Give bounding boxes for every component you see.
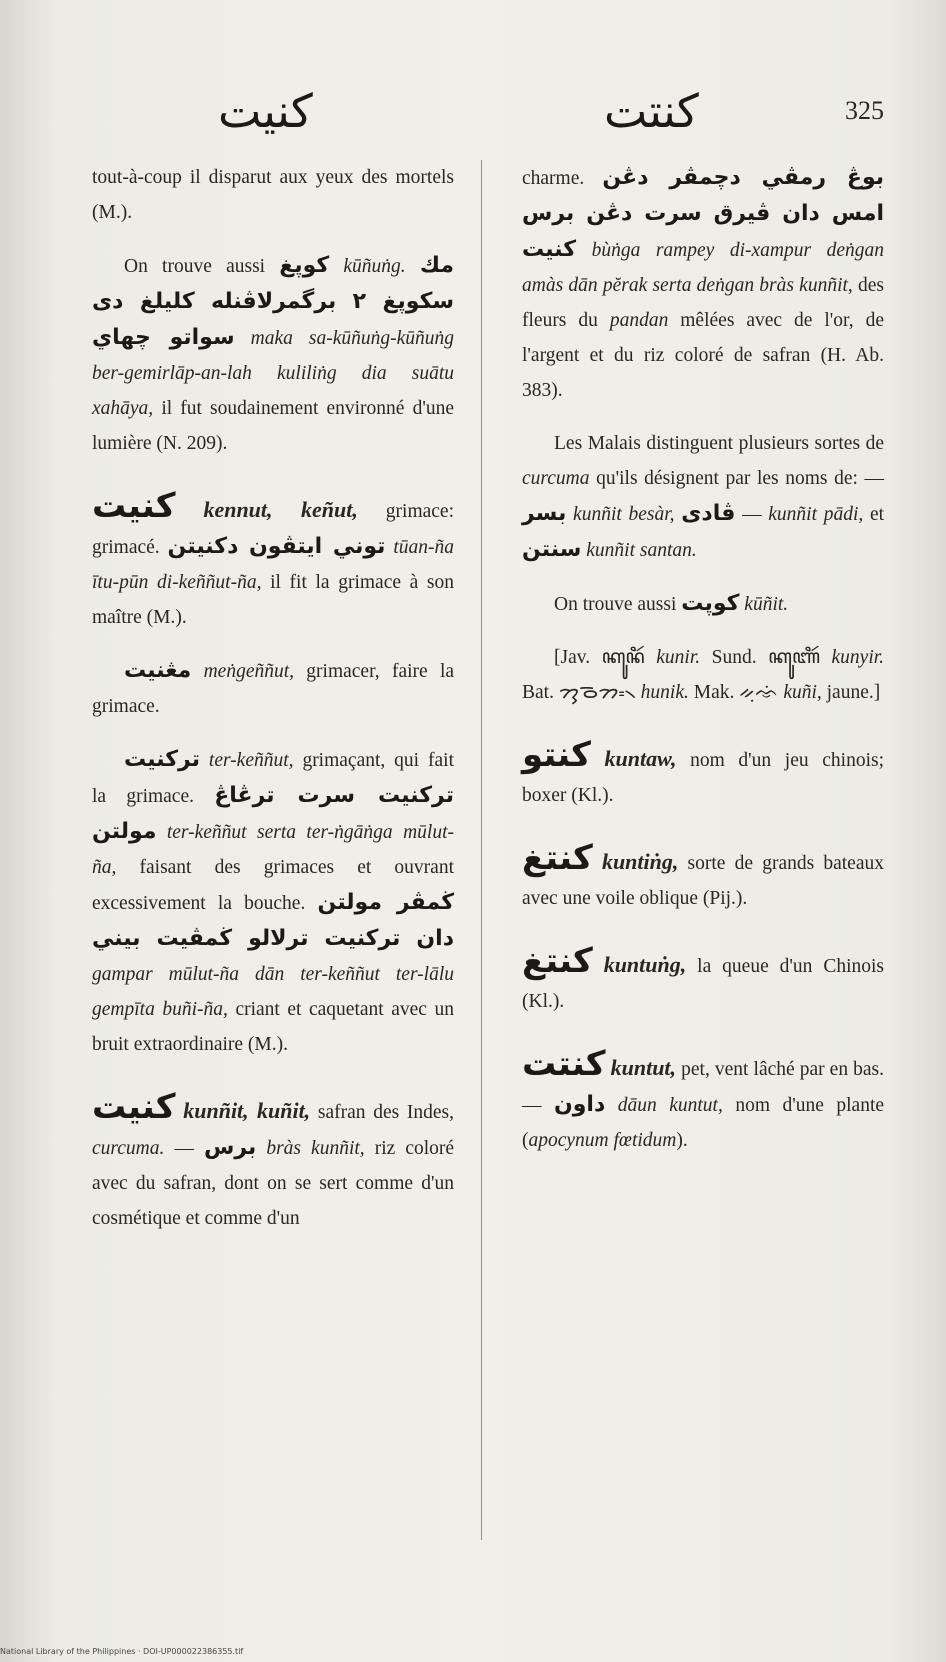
text: grimacer, faire la grimace. <box>92 661 455 717</box>
text: sorte de grands bateaux avec une voile oblique (Pij.). <box>522 853 884 909</box>
dictionary-entry <box>92 486 455 635</box>
etymology-note <box>522 640 884 710</box>
transliteration: apocynum fœtidum <box>528 1130 677 1151</box>
transliteration: curcuma. <box>92 1138 165 1159</box>
arabic-word: مڠنيت <box>124 658 192 683</box>
transliteration: curcuma <box>522 468 590 489</box>
batak-script: ᯂᯮᯉᯫᯂ᯲ <box>558 682 636 703</box>
sundanese-script: ꦏꦸꦚꦶꦂ <box>768 647 821 668</box>
transliteration: tūan-ña ītu-pūn di-keññut-ña, <box>92 537 454 593</box>
transliteration: kunyir. <box>831 647 885 668</box>
text: tout-à-coup il disparut aux yeux des mortels (M.). <box>92 167 454 223</box>
arabic-phrase: توني ايتڤون دكنيتن <box>167 534 386 559</box>
transliteration: pandan <box>609 310 669 331</box>
entry-arabic: كنتت <box>522 1044 606 1084</box>
entry-arabic: كنتغ <box>522 838 593 878</box>
text: Les Malais distinguent plusieurs sortes de <box>554 433 884 454</box>
text: [Jav. <box>554 647 591 668</box>
transliteration: kuñi, <box>783 682 822 703</box>
text: Sund. <box>711 647 757 668</box>
text: qu'ils désignent par les noms de: — <box>596 468 885 489</box>
right-column <box>522 160 884 1176</box>
arabic-word: سنتن <box>522 537 582 562</box>
arabic-word: ڤادى <box>681 501 736 526</box>
transliteration: kunñit santan. <box>586 540 697 561</box>
entry-arabic: كنتو <box>522 735 591 775</box>
arabic-phrase: تركنيت سرت ترڠاڠ مولتن <box>92 783 454 844</box>
arabic-phrase: ڬمڤر مولتن دان تركنيت ترلالو ڬمڤيت بيني <box>92 890 454 951</box>
text: il fut soudainement environné d'une lumière (N. 209). <box>92 398 454 454</box>
transliteration: hunik. <box>640 682 689 703</box>
transliteration: kunñit pādi, <box>768 504 864 525</box>
text: la queue d'un Chinois (Kl.). <box>522 956 885 1012</box>
dictionary-entry <box>522 735 884 813</box>
arabic-phrase: مك سكوپغ ٢ برگمرلاڤنله كليلغ دى سواتو چهاي <box>92 253 455 350</box>
text: riz coloré avec du safran, dont on se sert comme d'un cosmétique et comme d'un <box>92 1138 455 1229</box>
text: Mak. <box>693 682 735 703</box>
entry-headword: kuntaw, <box>604 746 677 771</box>
entry-arabic: كنيت <box>92 486 176 526</box>
text: charme. <box>522 168 585 189</box>
sub-entry <box>92 742 454 1062</box>
transliteration: bràs kunñit, <box>266 1138 365 1159</box>
text: safran des Indes, <box>317 1102 455 1123</box>
text: des fleurs du <box>522 275 884 331</box>
dictionary-entry <box>92 1087 455 1236</box>
right-header-arabic: كنتت <box>604 84 699 138</box>
arabic-word: تركنيت <box>124 747 200 772</box>
sub-entry <box>92 653 454 724</box>
arabic-word: كوپت <box>681 591 740 616</box>
column-divider <box>481 160 482 1540</box>
arabic-phrase: بوڠ رمڤي دچمڤر دڠن امس دان ڤيرق سرت دڠن برس كنيت <box>522 165 885 262</box>
entry-arabic: كنيت <box>92 1087 176 1127</box>
text: jaune.] <box>826 682 881 703</box>
entry-headword: kuntiṅg, <box>601 849 679 874</box>
text: On trouve aussi <box>554 594 677 615</box>
text: mêlées avec de l'or, de l'argent et du riz coloré de safran (H. Ab. 383). <box>522 310 885 401</box>
entry-headword: kuntut, <box>610 1055 677 1080</box>
transliteration: kunir. <box>656 647 701 668</box>
transliteration: kūñuṅg. <box>343 256 406 277</box>
transliteration: maka sa-kūñuṅg-kūñuṅg ber-gemirlāp-an-lah kuliliṅg dia suātu xahāya, <box>92 328 455 419</box>
entry-headword: kennut, keñut, <box>203 497 358 522</box>
paragraph <box>522 160 884 408</box>
dictionary-entry <box>522 838 884 916</box>
arabic-word: برس <box>203 1135 257 1160</box>
arabic-word: کوپغ <box>279 253 330 278</box>
text: il fit la grimace à son maître (M.). <box>92 572 454 628</box>
transliteration: kūñit. <box>744 594 789 615</box>
javanese-script: ꦏꦸꦤꦶꦂ <box>601 647 645 668</box>
transliteration: ter-keññut, <box>208 750 294 771</box>
transliteration: bùṅga rampey di-xampur deṅgan amàs dān pĕrak serta deṅgan bràs kunñit, <box>522 240 885 296</box>
entry-headword: kuntuṅg, <box>603 952 687 977</box>
text: grimace: grimacé. <box>92 501 455 558</box>
transliteration: meṅgeññut, <box>203 661 295 682</box>
text: faisant des grimaces et ouvrant excessivement la bouche. <box>92 857 454 914</box>
text: Bat. <box>522 682 554 703</box>
paragraph <box>522 586 884 622</box>
left-column <box>92 160 454 1254</box>
transliteration: kunñit besàr, <box>573 504 675 525</box>
dictionary-entry <box>522 941 885 1019</box>
makassarese-script: ᨀᨘᨎᨗ <box>739 682 779 703</box>
entry-arabic: كنتغ <box>522 941 593 981</box>
scan-footer: National Library of the Philippines · DOI-UP000022386355.tif <box>0 1647 244 1656</box>
arabic-word: داون <box>553 1092 606 1117</box>
paragraph <box>92 248 454 461</box>
dash: — <box>174 1138 194 1159</box>
paragraph <box>92 160 454 230</box>
text: criant et caquetant avec un bruit extraordinaire (M.). <box>92 999 455 1055</box>
transliteration: dāun kuntut, <box>617 1095 723 1116</box>
text: et <box>869 504 885 525</box>
dictionary-entry <box>522 1044 885 1158</box>
text: pet, vent lâché par en bas. — <box>522 1059 885 1116</box>
text: ). <box>676 1130 688 1151</box>
transliteration: ter-keññut serta ter-ṅgāṅga mūlut-ña, <box>92 822 454 878</box>
text: nom d'un jeu chinois; boxer (Kl.). <box>522 750 884 806</box>
text: grimaçant, qui fait la grimace. <box>92 750 454 807</box>
paragraph <box>522 426 884 568</box>
text: On trouve aussi <box>124 256 266 277</box>
arabic-word: بسر <box>522 501 567 526</box>
dash: — <box>742 504 762 525</box>
transliteration: gampar mūlut-ña dān ter-keññut ter-lālu gempīta buñi-ña, <box>92 964 454 1020</box>
entry-headword: kunñit, kuñit, <box>183 1098 311 1123</box>
left-header-arabic: كنيت <box>218 84 313 138</box>
page-number: 325 <box>845 96 884 125</box>
text: nom d'une plante ( <box>522 1095 885 1151</box>
